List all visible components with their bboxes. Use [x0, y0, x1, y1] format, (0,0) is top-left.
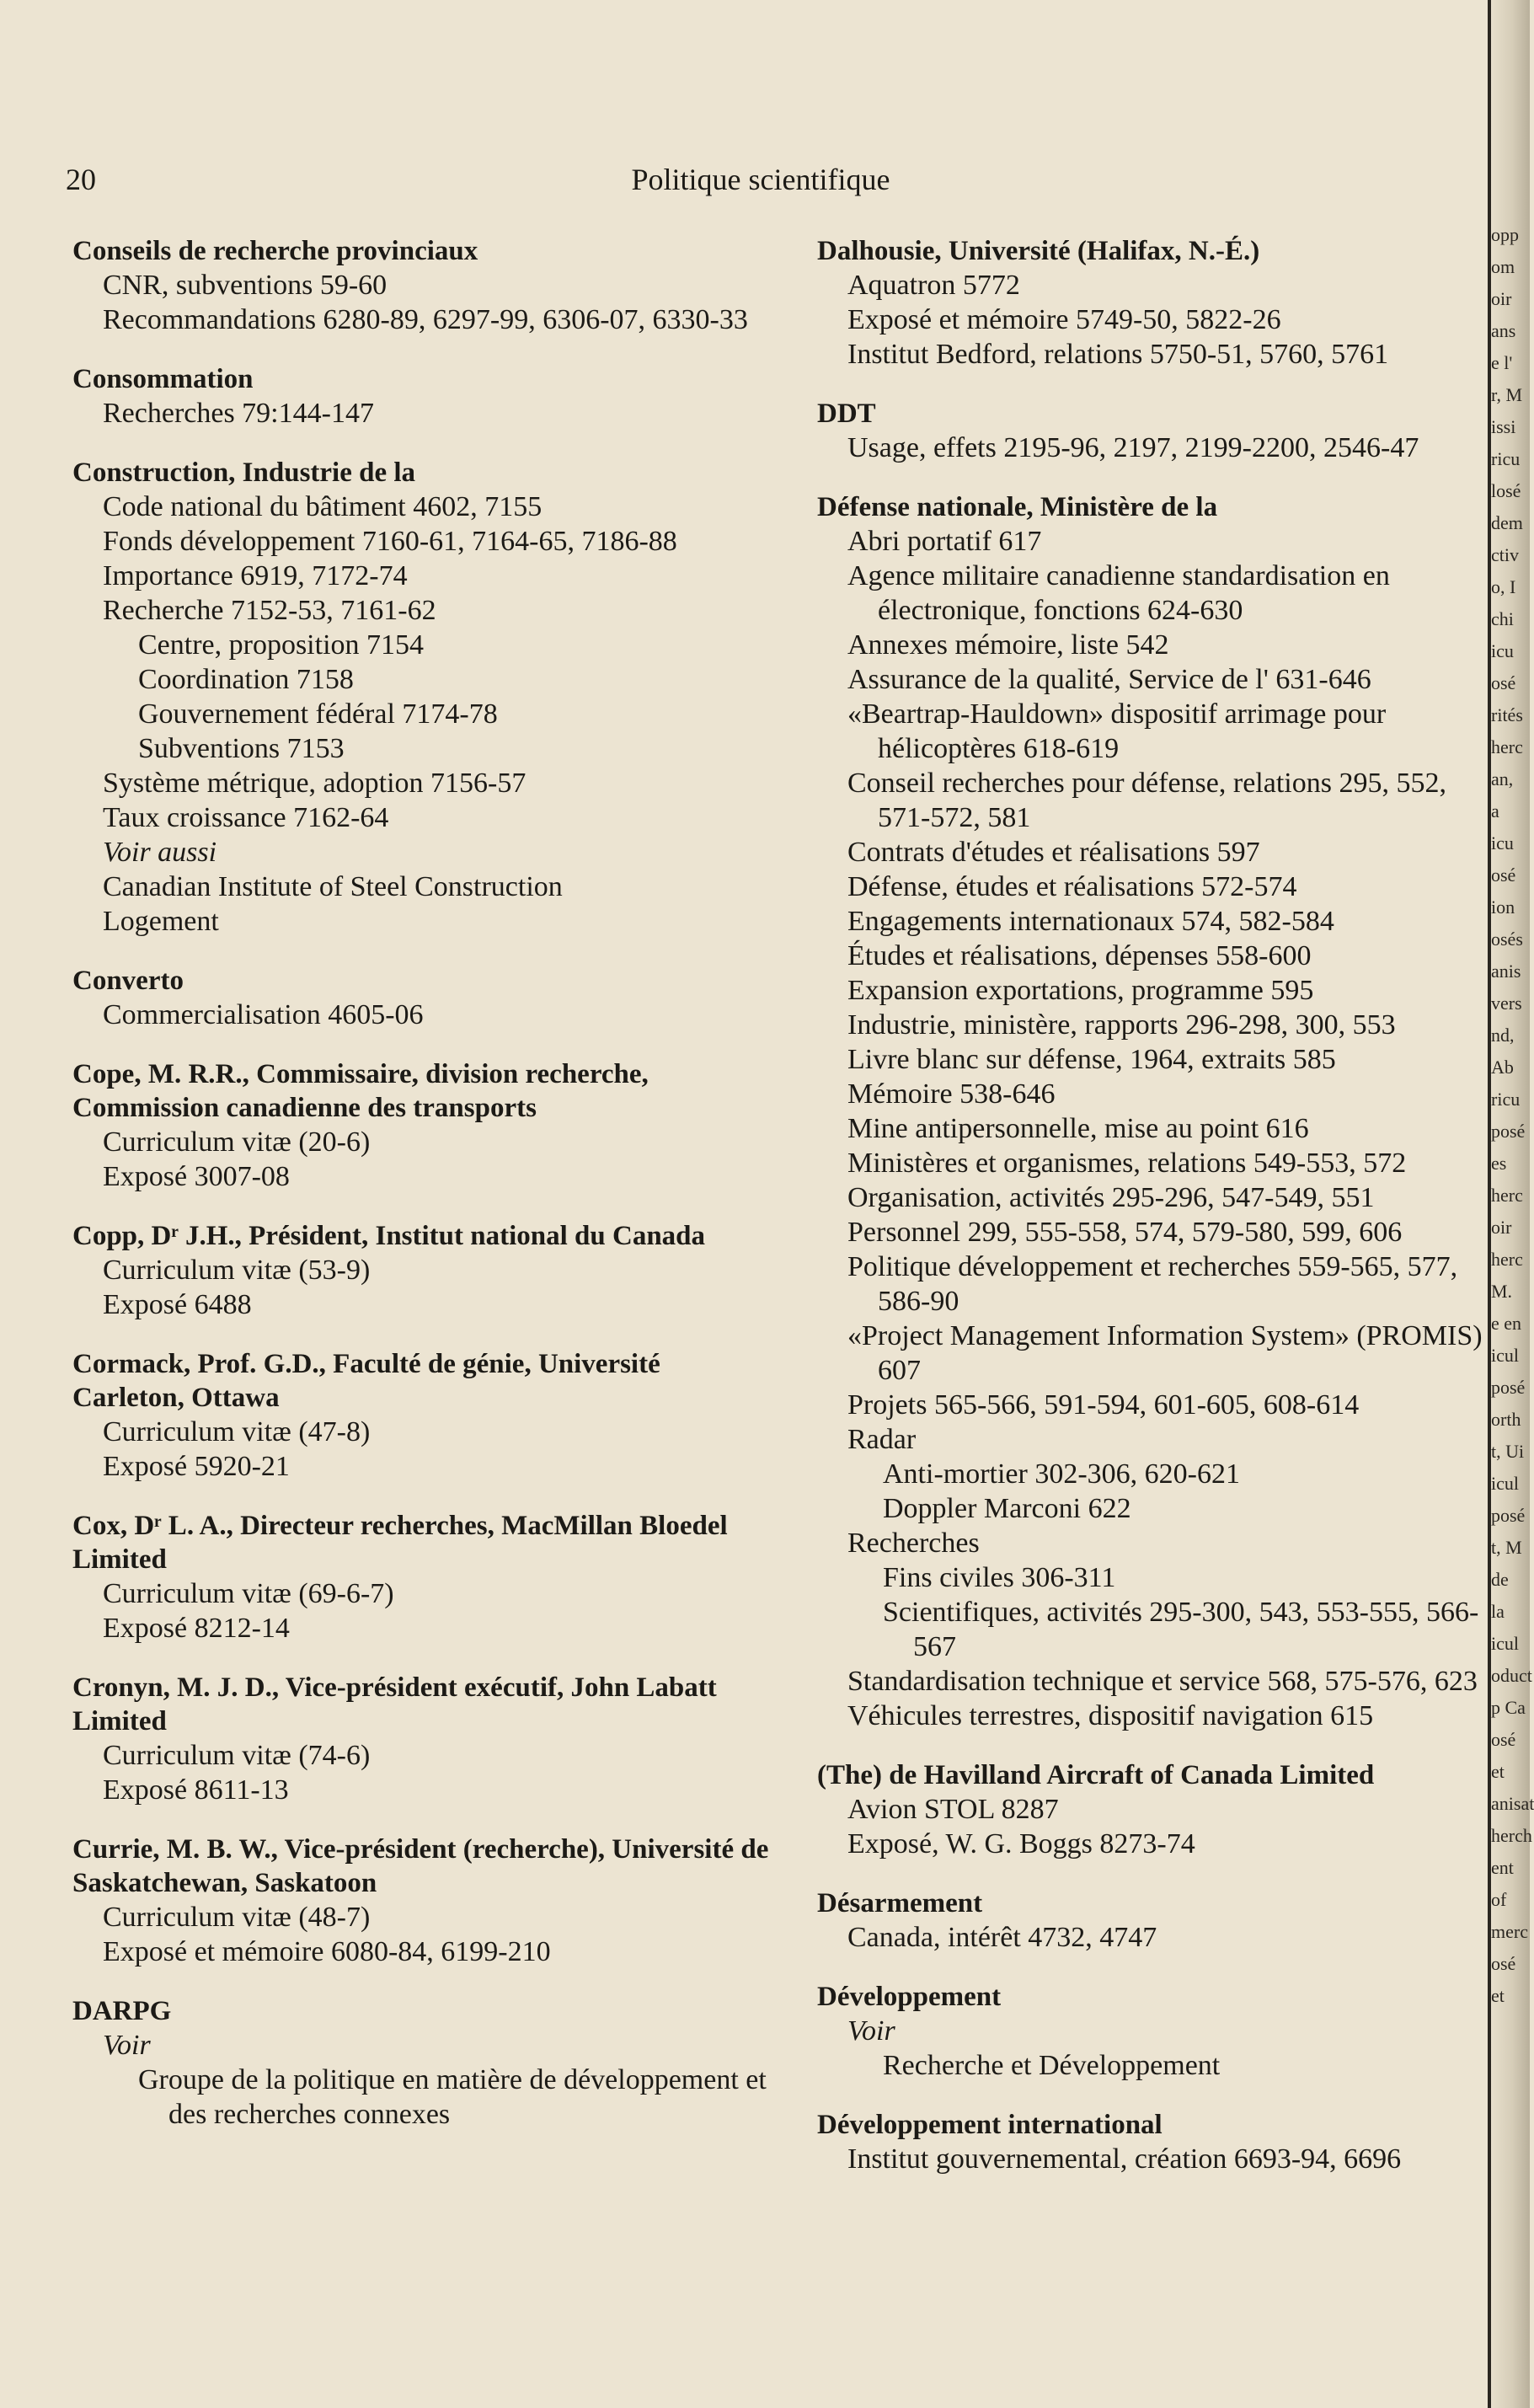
index-subentry: Doppler Marconi 622 — [883, 1493, 1131, 1524]
index-subentry: Ministères et organismes, relations 549-553, 572 — [847, 1148, 1407, 1179]
index-entry — [72, 234, 778, 337]
edge-fragment: orth — [1491, 1409, 1521, 1430]
cross-reference-label: Voir — [103, 2030, 151, 2061]
next-page-edge — [1491, 219, 1534, 2342]
edge-fragment: merc — [1491, 1921, 1528, 1942]
index-subentry: Mine antipersonnelle, mise au point 616 — [847, 1113, 1309, 1144]
edge-fragment: ans — [1491, 320, 1516, 341]
index-heading: Cox, Dʳ L. A., Directeur recherches, MacMillan Bloedel Limited — [72, 1511, 728, 1575]
cross-reference-label: Voir — [847, 2015, 895, 2047]
index-subentry: Véhicules terrestres, dispositif navigation 615 — [847, 1700, 1374, 1731]
index-heading: Construction, Industrie de la — [72, 458, 416, 488]
index-subentry: Curriculum vitæ (48-7) — [103, 1902, 371, 1933]
index-subentry: Politique développement et recherches 559-565, 577, 586-90 — [847, 1251, 1458, 1317]
index-entry — [72, 964, 778, 1032]
index-subentry: Mémoire 538-646 — [847, 1078, 1056, 1110]
edge-fragment: e en — [1491, 1313, 1522, 1334]
edge-fragment: t, M — [1491, 1537, 1522, 1558]
index-heading: Cronyn, M. J. D., Vice-président exécutif, John Labatt Limited — [72, 1672, 717, 1736]
index-subentry: Groupe de la politique en matière de développement et des recherches connexes — [138, 2064, 767, 2130]
index-subentry: Gouvernement fédéral 7174-78 — [138, 698, 498, 730]
index-subentry: Anti-mortier 302-306, 620-621 — [883, 1458, 1240, 1490]
edge-fragment: osé — [1491, 864, 1516, 886]
index-subentry: CNR, subventions 59-60 — [103, 270, 388, 301]
index-subentry: Contrats d'études et réalisations 597 — [847, 837, 1260, 868]
index-subentry: Engagements internationaux 574, 582-584 — [847, 906, 1334, 937]
edge-fragment: r, M — [1491, 384, 1523, 405]
index-entry — [72, 1994, 778, 2132]
edge-fragment: opp — [1491, 224, 1519, 245]
index-subentry: Centre, proposition 7154 — [138, 629, 425, 661]
index-subentry: Fonds développement 7160-61, 7164-65, 7186-88 — [103, 526, 677, 557]
index-subentry: Curriculum vitæ (47-8) — [103, 1416, 371, 1447]
index-entry — [72, 1219, 778, 1322]
index-entry — [72, 456, 778, 939]
index-column-left — [72, 234, 778, 2157]
index-subentry: Recherche 7152-53, 7161-62 — [103, 595, 436, 626]
edge-fragment: dem — [1491, 512, 1523, 533]
edge-fragment: icu — [1491, 832, 1514, 854]
edge-fragment: osé et — [1491, 1953, 1516, 2006]
index-subentry: Personnel 299, 555-558, 574, 579-580, 599, 606 — [847, 1217, 1403, 1248]
index-subentry: Livre blanc sur défense, 1964, extraits 585 — [847, 1044, 1336, 1075]
index-entry — [817, 1758, 1498, 1861]
index-column-right — [817, 234, 1498, 2202]
index-entry — [72, 1347, 778, 1484]
index-subentry: Coordination 7158 — [138, 664, 354, 695]
index-heading: Copp, Dʳ J.H., Président, Institut national du Canada — [72, 1221, 706, 1251]
edge-fragment: icul — [1491, 1345, 1519, 1366]
index-subentry: Importance 6919, 7172-74 — [103, 560, 408, 591]
edge-fragment: o, I — [1491, 576, 1516, 597]
index-subentry: Standardisation technique et service 568, 575-576, 623 — [847, 1666, 1478, 1697]
edge-fragment: de la — [1491, 1569, 1509, 1622]
edge-fragment: nd, — [1491, 1025, 1515, 1046]
index-entry — [72, 1509, 778, 1645]
index-subentry: Agence militaire canadienne standardisation en électronique, fonctions 624-630 — [847, 560, 1390, 626]
edge-fragment: osé et — [1491, 1729, 1516, 1782]
index-heading: Cope, M. R.R., Commissaire, division recherche, Commission canadienne des transports — [72, 1059, 649, 1123]
edge-fragment: posé — [1491, 1121, 1526, 1142]
edge-fragment: posé — [1491, 1377, 1526, 1398]
index-subentry: Logement — [103, 906, 219, 937]
edge-fragment: an, — [1491, 768, 1514, 789]
index-subentry: Code national du bâtiment 4602, 7155 — [103, 491, 543, 522]
edge-fragment: herch — [1491, 1825, 1532, 1846]
index-subentry: Abri portatif 617 — [847, 526, 1042, 557]
index-subentry: Conseil recherches pour défense, relations 295, 552, 571-572, 581 — [847, 768, 1446, 833]
index-subentry: Curriculum vitæ (69-6-7) — [103, 1578, 394, 1609]
edge-fragment: anis — [1491, 961, 1521, 982]
index-heading: Conseils de recherche provinciaux — [72, 236, 478, 266]
edge-fragment: osé — [1491, 672, 1516, 693]
index-subentry: Études et réalisations, dépenses 558-600 — [847, 940, 1312, 971]
index-subentry: Exposé, W. G. Boggs 8273-74 — [847, 1828, 1195, 1860]
running-title: Politique scientifique — [631, 163, 890, 196]
index-subentry: Expansion exportations, programme 595 — [847, 975, 1314, 1006]
edge-fragment: om — [1491, 256, 1515, 277]
index-heading: Développement international — [817, 2110, 1163, 2140]
edge-fragment: icu — [1491, 640, 1514, 661]
edge-fragment: ent of — [1491, 1857, 1514, 1910]
index-subentry: Exposé 3007-08 — [103, 1161, 290, 1192]
index-entry — [817, 1886, 1498, 1955]
index-subentry: Fins civiles 306-311 — [883, 1562, 1116, 1593]
index-subentry: Avion STOL 8287 — [847, 1794, 1059, 1825]
index-entry — [817, 490, 1498, 1733]
index-entry — [72, 1671, 778, 1807]
edge-fragment: oir — [1491, 1217, 1512, 1238]
index-subentry: Scientifiques, activités 295-300, 543, 553-555, 566-567 — [883, 1597, 1479, 1662]
index-subentry: Curriculum vitæ (20-6) — [103, 1126, 371, 1158]
cross-reference-label: Voir aussi — [103, 837, 217, 868]
index-heading: Currie, M. B. W., Vice-président (recherche), Université de Saskatchewan, Saskatoon — [72, 1834, 769, 1898]
index-subentry: Exposé 6488 — [103, 1289, 252, 1320]
index-subentry: Recherche et Développement — [883, 2050, 1221, 2081]
edge-fragment: oduct — [1491, 1665, 1532, 1686]
index-heading: Consommation — [72, 364, 254, 394]
index-subentry: Exposé et mémoire 5749-50, 5822-26 — [847, 304, 1281, 335]
edge-fragment: p Ca — [1491, 1697, 1526, 1718]
edge-fragment: icul — [1491, 1633, 1519, 1654]
index-entry — [817, 234, 1498, 372]
edge-fragment: herc — [1491, 736, 1523, 757]
edge-fragment: herc — [1491, 1185, 1523, 1206]
index-subentry: Projets 565-566, 591-594, 601-605, 608-614 — [847, 1389, 1360, 1421]
index-subentry: Système métrique, adoption 7156-57 — [103, 768, 526, 799]
index-subentry: Recherches — [847, 1528, 980, 1559]
edge-fragment: a — [1491, 800, 1499, 821]
edge-fragment: losé — [1491, 480, 1521, 501]
index-subentry: Subventions 7153 — [138, 733, 345, 764]
index-heading: (The) de Havilland Aircraft of Canada Limited — [817, 1760, 1375, 1790]
index-subentry: Canadian Institute of Steel Construction — [103, 871, 563, 902]
index-heading: DDT — [817, 399, 876, 429]
edge-fragment: oir — [1491, 288, 1512, 309]
index-subentry: Défense, études et réalisations 572-574 — [847, 871, 1297, 902]
index-subentry: Exposé 8212-14 — [103, 1613, 290, 1644]
index-subentry: Commercialisation 4605-06 — [103, 999, 424, 1030]
page-header — [66, 162, 1456, 204]
edge-fragment: vers — [1491, 993, 1522, 1014]
index-subentry: Industrie, ministère, rapports 296-298, 300, 553 — [847, 1009, 1396, 1041]
index-subentry: Institut Bedford, relations 5750-51, 5760, 5761 — [847, 339, 1389, 370]
index-entry — [817, 1980, 1498, 2083]
index-subentry: Usage, effets 2195-96, 2197, 2199-2200, 2546-47 — [847, 432, 1419, 463]
edge-fragment: M. — [1491, 1281, 1513, 1302]
edge-fragment: issi — [1491, 416, 1516, 437]
edge-fragment: es — [1491, 1153, 1507, 1174]
index-subentry: «Beartrap-Hauldown» dispositif arrimage pour hélicoptères 618-619 — [847, 698, 1387, 764]
edge-fragment: e l' — [1491, 352, 1513, 373]
index-subentry: Organisation, activités 295-296, 547-549, 551 — [847, 1182, 1375, 1213]
edge-fragment: icul — [1491, 1473, 1519, 1494]
edge-fragment: ricu — [1491, 1089, 1521, 1110]
index-subentry: Annexes mémoire, liste 542 — [847, 629, 1169, 661]
index-entry — [72, 362, 778, 431]
edge-fragment: rités — [1491, 704, 1523, 725]
index-subentry: Institut gouvernemental, création 6693-94, 6696 — [847, 2143, 1402, 2175]
index-entry — [72, 1833, 778, 1969]
index-subentry: Assurance de la qualité, Service de l' 631-646 — [847, 664, 1371, 695]
index-heading: Converto — [72, 966, 184, 996]
index-subentry: Exposé 5920-21 — [103, 1451, 290, 1482]
edge-fragment: Ab — [1491, 1057, 1514, 1078]
index-entry — [817, 2108, 1498, 2176]
index-subentry: Curriculum vitæ (53-9) — [103, 1255, 371, 1286]
index-subentry: Taux croissance 7162-64 — [103, 802, 389, 833]
index-heading: Désarmement — [817, 1888, 983, 1918]
index-heading: Défense nationale, Ministère de la — [817, 492, 1218, 522]
index-entry — [817, 397, 1498, 465]
index-subentry: Aquatron 5772 — [847, 270, 1020, 301]
edge-fragment: ctiv — [1491, 544, 1519, 565]
edge-fragment: herc — [1491, 1249, 1523, 1270]
index-subentry: Exposé 8611-13 — [103, 1774, 289, 1806]
edge-fragment: anisat — [1491, 1793, 1534, 1814]
index-heading: Cormack, Prof. G.D., Faculté de génie, Université Carleton, Ottawa — [72, 1349, 660, 1413]
edge-fragment: t, Ui — [1491, 1441, 1525, 1462]
index-entry — [72, 1057, 778, 1194]
edge-fragment: posé — [1491, 1505, 1526, 1526]
index-subentry: Recherches 79:144-147 — [103, 398, 374, 429]
index-subentry: Exposé et mémoire 6080-84, 6199-210 — [103, 1936, 551, 1967]
index-subentry: Recommandations 6280-89, 6297-99, 6306-07, 6330-33 — [103, 304, 748, 335]
edge-fragment: ion — [1491, 896, 1515, 918]
index-subentry: Curriculum vitæ (74-6) — [103, 1740, 371, 1771]
index-heading: DARPG — [72, 1996, 172, 2026]
page-number: 20 — [66, 163, 96, 196]
edge-fragment: ricu — [1491, 448, 1521, 469]
index-subentry: «Project Management Information System» (PROMIS) 607 — [847, 1320, 1483, 1386]
edge-fragment: chi — [1491, 608, 1514, 629]
index-subentry: Radar — [847, 1424, 917, 1455]
edge-fragment: osés — [1491, 928, 1523, 950]
index-heading: Développement — [817, 1982, 1002, 2012]
index-heading: Dalhousie, Université (Halifax, N.-É.) — [817, 236, 1260, 266]
index-subentry: Canada, intérêt 4732, 4747 — [847, 1922, 1157, 1953]
